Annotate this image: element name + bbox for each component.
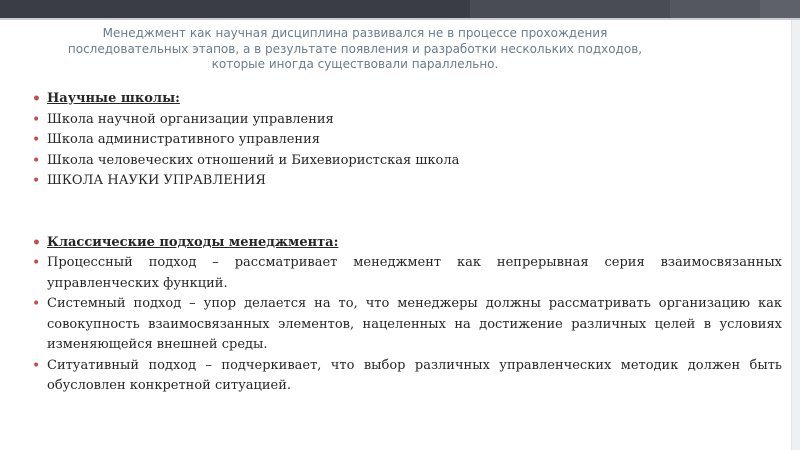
approaches-heading: • Классические подходы менеджмента:: [47, 233, 782, 254]
list-item: • Школа человеческих отношений и Бихевиористская школа: [47, 151, 782, 172]
right-edge-bar: [791, 20, 800, 450]
title-line: Менеджмент как научная дисциплина развивался не в процессе прохождения: [102, 26, 608, 40]
list-item: • Школа административного управления: [47, 130, 782, 151]
top-bar-segment: [470, 0, 670, 18]
list-item: • Процессный подход – рассматривает менеджмент как непрерывная серия взаимосвязанных управленческих функций.: [47, 253, 782, 294]
title-line: последовательных этапов, а в результате появления и разработки нескольких подходов,: [67, 41, 643, 56]
accent-line: [0, 18, 800, 20]
list-item: • ШКОЛА НАУКИ УПРАВЛЕНИЯ: [47, 171, 782, 192]
top-bar-segment: [670, 0, 760, 18]
list-item: • Ситуативный подход – подчеркивает, что выбор различных управленческих методик должен быть обусловлен конкретной ситуацией.: [47, 356, 782, 397]
schools-heading: • Научные школы:: [47, 89, 782, 110]
approaches-list: [47, 233, 782, 397]
top-bar-segment: [760, 0, 800, 18]
slide-body: [47, 89, 782, 397]
title-line: которые иногда существовали параллельно.: [211, 57, 499, 71]
top-bar-segment: [0, 0, 470, 18]
top-decoration-bar: [0, 0, 800, 18]
list-item: • Школа научной организации управления: [47, 110, 782, 131]
list-item: • Системный подход – упор делается на то, что менеджеры должны рассматривать организацию как совокупность взаимосвязанных элементов, нацеленных на достижение различных целей в условиях изменяющейся внешней среды.: [47, 294, 782, 356]
slide-title: [40, 26, 670, 73]
schools-list: [47, 89, 782, 192]
